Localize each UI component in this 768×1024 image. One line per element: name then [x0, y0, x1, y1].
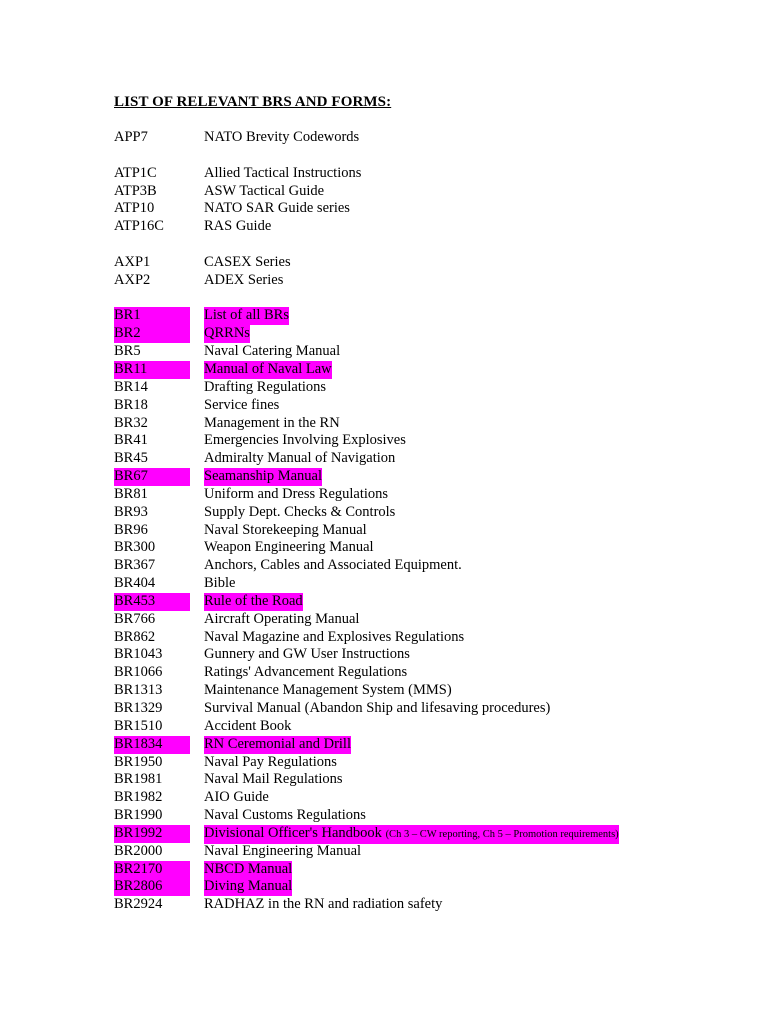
item-title-wrap — [204, 682, 452, 700]
item-code: ATP16C — [114, 218, 164, 235]
item-code: BR93 — [114, 503, 148, 520]
item-code: BR14 — [114, 378, 148, 395]
item-title-wrap — [204, 736, 351, 754]
list-item — [114, 183, 754, 201]
list-item — [114, 575, 754, 593]
item-title: Service fines — [204, 396, 280, 413]
item-code: BR404 — [114, 575, 156, 592]
item-code: BR18 — [114, 396, 148, 413]
item-title-wrap — [204, 504, 395, 522]
item-title: Allied Tactical Instructions — [204, 164, 362, 181]
item-code: BR1066 — [114, 664, 163, 681]
list-item — [114, 397, 754, 415]
list-item — [114, 682, 754, 700]
item-title: NATO SAR Guide series — [204, 200, 350, 217]
item-title-wrap — [204, 718, 291, 736]
list-item — [114, 415, 754, 433]
list-item — [114, 307, 754, 325]
br-list — [114, 129, 754, 914]
item-code: BR1982 — [114, 789, 163, 806]
item-title-wrap — [204, 878, 292, 896]
item-code: ATP1C — [114, 164, 157, 181]
list-item — [114, 754, 754, 772]
item-title-wrap — [204, 307, 289, 325]
item-title-wrap — [204, 379, 326, 397]
list-item — [114, 807, 754, 825]
list-item — [114, 450, 754, 468]
item-code: BR41 — [114, 432, 148, 449]
item-title-wrap — [204, 361, 332, 379]
item-code: BR67 — [114, 468, 190, 486]
item-title: NATO Brevity Codewords — [204, 129, 360, 145]
item-title: Anchors, Cables and Associated Equipment. — [204, 557, 462, 574]
list-item — [114, 771, 754, 789]
item-title: Naval Catering Manual — [204, 343, 341, 360]
item-title-wrap — [204, 200, 350, 218]
item-code: APP7 — [114, 129, 148, 145]
list-item — [114, 664, 754, 682]
item-title-wrap — [204, 254, 291, 272]
item-title-wrap — [204, 807, 366, 825]
item-title-wrap — [204, 771, 343, 789]
item-title: RADHAZ in the RN and radiation safety — [204, 896, 443, 913]
list-item — [114, 896, 754, 914]
list-item — [114, 825, 754, 843]
item-title-wrap — [204, 415, 340, 433]
item-code: BR2 — [114, 325, 190, 343]
item-title: Naval Engineering Manual — [204, 842, 362, 859]
item-code: BR1329 — [114, 700, 163, 716]
item-code: BR1834 — [114, 736, 190, 754]
item-title: ADEX Series — [204, 271, 284, 288]
item-code: BR81 — [114, 485, 148, 502]
item-title: NBCD Manual — [204, 860, 293, 877]
item-code: BR2170 — [114, 861, 190, 879]
item-title-wrap — [204, 218, 271, 236]
item-title-wrap — [204, 700, 550, 718]
item-code: BR1950 — [114, 753, 163, 770]
item-title: Drafting Regulations — [204, 378, 327, 395]
item-code: BR1 — [114, 307, 190, 325]
item-title-wrap — [204, 646, 410, 664]
item-code: ATP10 — [114, 200, 155, 217]
list-item — [114, 629, 754, 647]
list-item — [114, 593, 754, 611]
list-item — [114, 718, 754, 736]
list-item — [114, 325, 754, 343]
item-code: BR2000 — [114, 842, 163, 859]
item-title: Divisional Officer's Handbook — [204, 824, 382, 841]
item-title-wrap — [204, 593, 303, 611]
list-item — [114, 165, 754, 183]
item-title: Weapon Engineering Manual — [204, 539, 374, 556]
item-title-wrap — [204, 539, 374, 557]
item-code: ATP3B — [114, 182, 157, 199]
item-title: Admiralty Manual of Navigation — [204, 450, 396, 467]
item-title: Gunnery and GW User Instructions — [204, 646, 410, 663]
item-title: Seamanship Manual — [204, 468, 322, 485]
item-note: (Ch 3 – CW reporting, Ch 5 – Promotion requirements) — [385, 828, 619, 840]
item-code: BR1510 — [114, 717, 163, 734]
item-code: BR1990 — [114, 807, 163, 824]
item-code: BR1992 — [114, 825, 190, 843]
list-item — [114, 878, 754, 896]
item-title: Aircraft Operating Manual — [204, 610, 360, 627]
item-code: BR1043 — [114, 646, 163, 663]
list-item — [114, 789, 754, 807]
item-title: Naval Mail Regulations — [204, 771, 343, 788]
item-title-wrap — [204, 343, 340, 361]
item-title: Naval Customs Regulations — [204, 807, 366, 824]
item-code: BR45 — [114, 450, 148, 467]
list-item — [114, 129, 754, 147]
list-item — [114, 432, 754, 450]
item-code: BR1313 — [114, 682, 163, 699]
document-title: LIST OF RELEVANT BRS AND FORMS: — [114, 94, 392, 110]
item-code: BR32 — [114, 414, 148, 431]
list-item — [114, 379, 754, 397]
item-title-wrap — [204, 468, 322, 486]
list-item — [114, 700, 754, 718]
item-title-wrap — [204, 611, 359, 629]
list-item — [114, 343, 754, 361]
list-item — [114, 861, 754, 879]
item-title: Naval Storekeeping Manual — [204, 521, 367, 538]
item-title-wrap — [204, 486, 388, 504]
list-item — [114, 522, 754, 540]
item-title: Uniform and Dress Regulations — [204, 485, 389, 502]
item-code: BR11 — [114, 361, 190, 379]
item-title: CASEX Series — [204, 253, 291, 270]
item-title-wrap — [204, 629, 464, 647]
item-title-wrap — [204, 272, 283, 290]
item-title-wrap — [204, 129, 359, 147]
item-title: Survival Manual (Abandon Ship and lifesaving procedures) — [204, 700, 551, 716]
item-title: Management in the RN — [204, 414, 340, 431]
item-title: Accident Book — [204, 717, 292, 734]
item-title: ASW Tactical Guide — [204, 182, 325, 199]
item-code: BR453 — [114, 593, 190, 611]
item-title-wrap — [204, 789, 269, 807]
item-code: BR367 — [114, 557, 156, 574]
item-title: Naval Pay Regulations — [204, 753, 337, 770]
item-title-wrap — [204, 861, 292, 879]
item-title-wrap — [204, 432, 406, 450]
item-title-wrap — [204, 896, 442, 914]
list-item — [114, 361, 754, 379]
item-title-wrap — [204, 825, 619, 844]
item-code: AXP2 — [114, 271, 151, 288]
list-item — [114, 736, 754, 754]
item-title-wrap — [204, 575, 235, 593]
list-item — [114, 843, 754, 861]
item-title-wrap — [204, 754, 337, 772]
item-code: BR1981 — [114, 771, 163, 788]
item-title-wrap — [204, 843, 361, 861]
list-item — [114, 272, 754, 290]
list-item — [114, 254, 754, 272]
item-title-wrap — [204, 557, 462, 575]
item-title-wrap — [204, 325, 250, 343]
item-title: AIO Guide — [204, 789, 269, 806]
list-item — [114, 486, 754, 504]
item-title: Bible — [204, 575, 236, 592]
list-item — [114, 218, 754, 236]
item-title-wrap — [204, 450, 395, 468]
item-title-wrap — [204, 183, 324, 201]
item-code: BR5 — [114, 343, 141, 360]
item-title: Supply Dept. Checks & Controls — [204, 503, 396, 520]
item-title: Emergencies Involving Explosives — [204, 432, 406, 449]
list-item — [114, 539, 754, 557]
item-code: BR766 — [114, 610, 156, 627]
item-title: Diving Manual — [204, 878, 293, 895]
item-code: BR300 — [114, 539, 156, 556]
item-code: AXP1 — [114, 253, 151, 270]
list-item — [114, 646, 754, 664]
item-code: BR2806 — [114, 878, 190, 896]
item-title: Ratings' Advancement Regulations — [204, 664, 408, 681]
item-title: RN Ceremonial and Drill — [204, 735, 351, 752]
item-title: Maintenance Management System (MMS) — [204, 682, 452, 699]
item-code: BR2924 — [114, 896, 163, 913]
item-code: BR96 — [114, 521, 148, 538]
item-title: Naval Magazine and Explosives Regulations — [204, 628, 465, 645]
item-title-wrap — [204, 522, 367, 540]
item-title: List of all BRs — [204, 307, 289, 324]
item-title-wrap — [204, 397, 279, 415]
list-item — [114, 200, 754, 218]
list-item — [114, 468, 754, 486]
list-item — [114, 557, 754, 575]
item-title: RAS Guide — [204, 218, 272, 235]
item-title: QRRNs — [204, 325, 250, 342]
item-code: BR862 — [114, 628, 156, 645]
list-item — [114, 611, 754, 629]
item-title: Rule of the Road — [204, 592, 303, 609]
item-title: Manual of Naval Law — [204, 360, 332, 377]
item-title-wrap — [204, 165, 361, 183]
item-title-wrap — [204, 664, 407, 682]
list-item — [114, 504, 754, 522]
